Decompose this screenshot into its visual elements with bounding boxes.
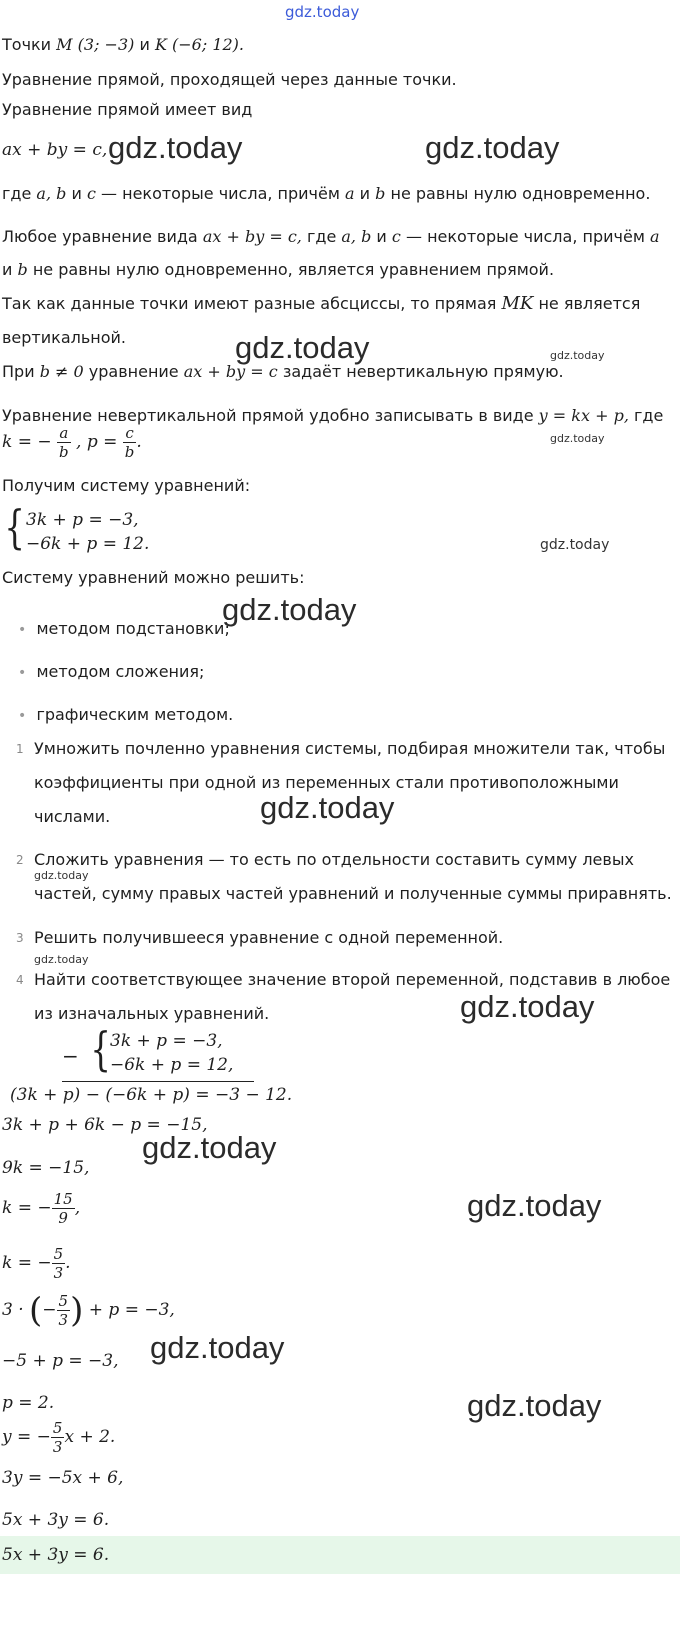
sys-eq1: 3k + p = −3, — [110, 1031, 223, 1051]
y-prefix: y = − — [2, 1427, 51, 1447]
frac-den: 9 — [58, 1209, 68, 1227]
watermark-small: gdz.today — [550, 432, 605, 445]
system-eq2: −6k + p = 12. — [26, 534, 150, 554]
subtract-result: (3k + p) − (−6k + p) = −3 − 12. — [10, 1085, 293, 1105]
answer: 5x + 3y = 6. — [2, 1545, 110, 1565]
watermark: gdz.today — [467, 1188, 602, 1223]
para2-mk: MK — [501, 293, 534, 314]
frac-num: 5 — [53, 1245, 64, 1263]
watermark: gdz.today — [425, 130, 560, 165]
solution-line: 3y = −5x + 6, — [2, 1468, 124, 1488]
frac-den: 3 — [52, 1438, 63, 1456]
k-post: . — [65, 1253, 71, 1273]
paren-left: ( — [29, 1290, 43, 1331]
sys-eq2: −6k + p = 12, — [110, 1055, 234, 1075]
where-b: b — [375, 184, 386, 203]
step-line: числами. — [34, 807, 111, 826]
para4-eq: y = kx + p, — [538, 406, 629, 425]
where-and: и — [71, 184, 82, 203]
step-number: 2 — [16, 853, 24, 867]
mult-prefix: 3 · — [2, 1300, 24, 1320]
para1-eq: ax + by = c, — [202, 227, 302, 246]
watermark-small: gdz.today — [550, 349, 605, 362]
para1-a: a — [649, 227, 660, 246]
subtraction-bar — [62, 1081, 254, 1082]
watermark: gdz.today — [108, 130, 243, 165]
point-k: K (−6; 12). — [154, 35, 244, 54]
k-prefix: k = − — [2, 1253, 52, 1273]
k-eq-prefix: k = − — [2, 432, 52, 452]
system-brace: { — [90, 1022, 111, 1076]
system-intro: Получим систему уравнений: — [2, 476, 251, 495]
para3-cond: b ≠ 0 — [39, 362, 84, 381]
watermark: gdz.today — [150, 1330, 285, 1365]
frac-den: 3 — [53, 1264, 64, 1282]
para2-line2: вертикальной. — [2, 328, 127, 347]
step-number: 3 — [16, 931, 24, 945]
system-eq1: 3k + p = −3, — [26, 510, 139, 530]
intro-line1: Уравнение прямой, проходящей через данные точки. — [2, 70, 457, 89]
para3-line — [2, 362, 564, 382]
where-text-2: — некоторые числа, причём — [101, 184, 340, 203]
solution-line — [2, 1190, 80, 1227]
solution-line: 5x + 3y = 6. — [2, 1510, 110, 1530]
methods-intro: Систему уравнений можно решить: — [2, 568, 305, 587]
fraction — [52, 1190, 75, 1227]
para4-line1 — [2, 406, 663, 426]
solution-line: 9k = −15, — [2, 1158, 90, 1178]
solution-line: 3k + p + 6k − p = −15, — [2, 1115, 208, 1135]
where-c: c — [86, 184, 96, 203]
point-m: M (3; −3) — [56, 35, 135, 54]
intro-line2: Уравнение прямой имеет вид — [2, 100, 253, 119]
para3-end: задаёт невертикальную прямую. — [282, 362, 564, 381]
para3-start: При — [2, 362, 35, 381]
bullet-icon: • — [18, 665, 27, 681]
solution-line — [2, 1419, 115, 1456]
points-and: и — [139, 35, 150, 54]
step-line: Сложить уравнения — то есть по отдельности составить сумму левых — [34, 850, 634, 869]
frac-num: a — [57, 424, 71, 443]
k-prefix: k = − — [2, 1198, 52, 1218]
watermark: gdz.today — [460, 989, 595, 1024]
watermark: gdz.today — [260, 790, 395, 825]
solution-line — [2, 1292, 175, 1329]
where-text: где — [2, 184, 32, 203]
para1-line2-b: b — [17, 260, 28, 279]
para1-mid: где — [306, 227, 337, 246]
para4-fractions: k = − $\frac{a}{b}$ , p = $\frac{c}{b}$ . — [2, 424, 142, 461]
where-text-3: не равны нулю одновременно. — [390, 184, 651, 203]
fraction — [52, 1245, 66, 1282]
para1-start: Любое уравнение вида — [2, 227, 198, 246]
method-item — [18, 662, 204, 683]
para1-line2-and: и — [2, 260, 13, 279]
watermark-top: gdz.today — [285, 3, 360, 21]
fraction — [51, 1419, 65, 1456]
method-label: графическим методом. — [36, 705, 234, 724]
y-post: x + 2. — [64, 1427, 116, 1447]
step-line: Умножить почленно уравнения системы, подбирая множители так, чтобы — [34, 739, 666, 758]
para2-start: Так как данные точки имеют разные абсциссы, то прямая — [2, 294, 497, 313]
para2-end: не является — [538, 294, 641, 313]
para3-eq: ax + by = c — [183, 362, 278, 381]
frac-num: 15 — [53, 1190, 73, 1208]
step-line: коэффициенты при одной из переменных стали противоположными — [34, 773, 619, 792]
k-post: , — [74, 1198, 81, 1218]
method-item — [18, 705, 233, 726]
frac-den: 3 — [58, 1311, 69, 1329]
method-label: методом подстановки; — [36, 619, 230, 638]
watermark-small: gdz.today — [34, 869, 89, 882]
watermark-small: gdz.today — [34, 953, 89, 966]
para1-line1 — [2, 227, 660, 247]
frac-den: b — [59, 443, 69, 461]
para1-vars: a, b — [341, 227, 372, 246]
para2-line1 — [2, 294, 640, 314]
where-a: a — [345, 184, 355, 203]
watermark: gdz.today — [235, 330, 370, 365]
method-label: методом сложения; — [36, 662, 205, 681]
para1-line2-rest: не равны нулю одновременно, является уравнением прямой. — [32, 260, 555, 279]
system-brace: { — [4, 500, 25, 554]
fraction — [57, 1292, 71, 1329]
para1-and: и — [376, 227, 387, 246]
frac-den: b — [124, 443, 135, 461]
para1-c: c — [391, 227, 401, 246]
step-line: Решить получившееся уравнение с одной переменной. — [34, 928, 504, 947]
general-equation: ax + by = c, — [2, 140, 108, 160]
points-line — [2, 35, 244, 55]
para1-rest: — некоторые числа, причём — [405, 227, 645, 246]
frac-num: 5 — [58, 1292, 69, 1310]
watermark: gdz.today — [222, 592, 357, 627]
step-number: 4 — [16, 973, 24, 987]
frac-num: 5 — [52, 1419, 63, 1437]
step-line: из изначальных уравнений. — [34, 1004, 270, 1023]
solution-line: −5 + p = −3, — [2, 1351, 119, 1371]
fraction-c-b — [123, 424, 137, 461]
para4-end: где — [634, 406, 664, 425]
minus-sign: − — [62, 1044, 79, 1068]
frac-num: c — [123, 424, 137, 443]
paren-right: ) — [70, 1290, 84, 1331]
mult-post: + p = −3, — [88, 1300, 175, 1320]
watermark: gdz.today — [467, 1388, 602, 1423]
para3-mid: уравнение — [88, 362, 179, 381]
method-item — [18, 619, 230, 640]
step-line: Найти соответствующее значение второй переменной, подставив в любое — [34, 970, 671, 989]
step-line: частей, сумму правых частей уравнений и полученные суммы приравнять. — [34, 884, 672, 903]
step-number: 1 — [16, 742, 24, 756]
fraction-a-b — [57, 424, 71, 461]
para1-line2 — [2, 260, 554, 280]
solution-line — [2, 1245, 71, 1282]
watermark: gdz.today — [142, 1130, 277, 1165]
para4-start: Уравнение невертикальной прямой удобно записывать в виде — [2, 406, 534, 425]
where-and2: и — [359, 184, 371, 203]
bullet-icon: • — [18, 708, 27, 724]
points-prefix: Точки — [2, 35, 52, 54]
where-line — [2, 184, 650, 204]
bullet-icon: • — [18, 622, 27, 638]
inner-minus: − — [42, 1300, 57, 1320]
where-vars: a, b — [36, 184, 67, 203]
watermark-small: gdz.today — [540, 537, 610, 553]
p-eq-prefix: , p = — [76, 432, 118, 452]
solution-line: p = 2. — [2, 1393, 55, 1413]
